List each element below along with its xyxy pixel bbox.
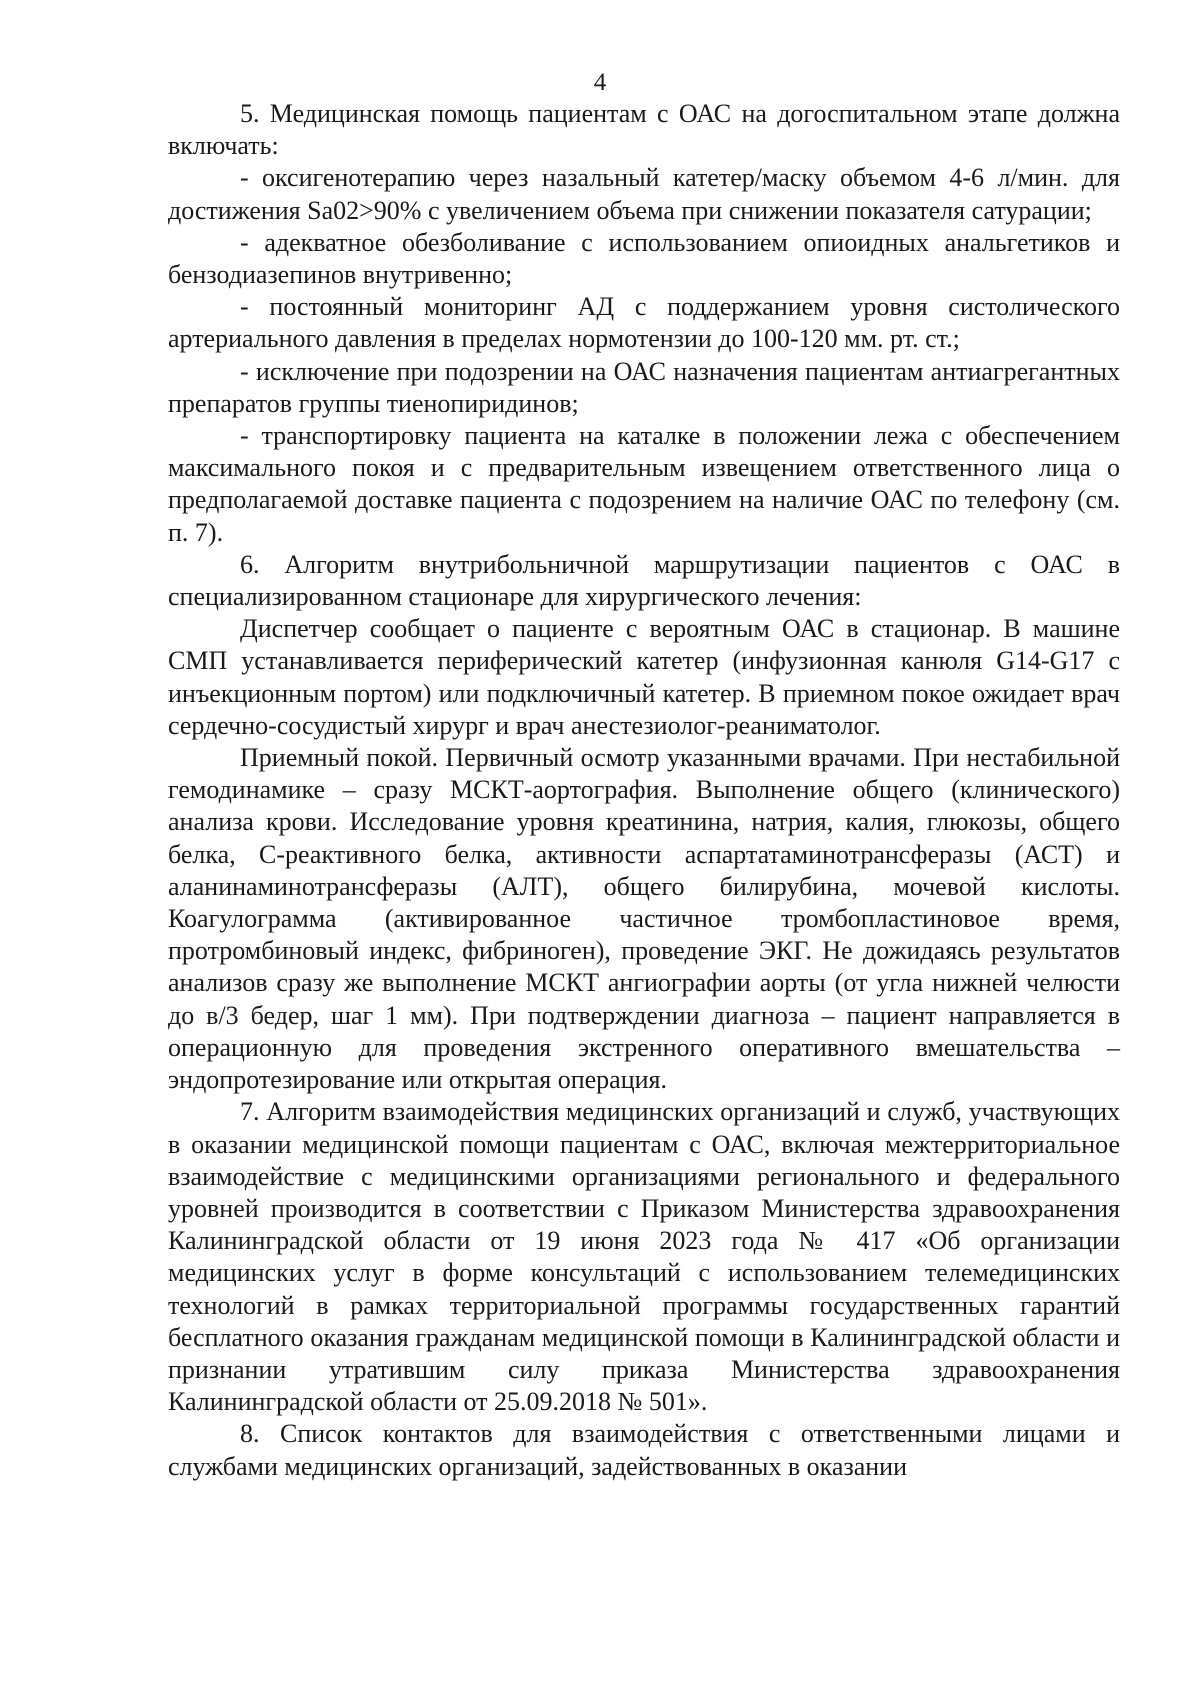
paragraph-6-admission: Приемный покой. Первичный осмотр указанными врачами. При нестабильной гемодинамике – сразу МСКТ-аортография. Выполнение общего (клинического) анализа крови. Исследование уровня креатинина, натрия, калия, глюкозы, общего белка, С-реактивного белка, активности аспартатаминотрансферазы (АСТ) и аланинаминотрансферазы (АЛТ), общего билирубина, мочевой кислоты. Коагулограмма (активированное частичное тромбопластиновое время, протромбиновый индекс, фибриноген), проведение ЭКГ. Не дожидаясь результатов анализов сразу же выполнение МСКТ ангиографии аорты (от угла нижней челюсти до в/3 бедер, шаг 1 мм). При подтверждении диагноза – пациент направляется в операционную для проведения экстренного оперативного вмешательства – эндопротезирование или открытая операция.: [168, 743, 1120, 1095]
paragraph-5: 5. Медицинская помощь пациентам с ОАС на догоспитальном этапе должна включать:: [168, 99, 1120, 161]
paragraph-5-item-oxygen: - оксигенотерапию через назальный катетер/маску объемом 4-6 л/мин. для достижения Sa02>90% с увеличением объема при снижении показателя сатурации;: [168, 163, 1120, 225]
paragraph-8: 8. Список контактов для взаимодействия с ответственными лицами и службами медицинских организаций, задействованных в оказании: [168, 1419, 1120, 1481]
paragraph-7: 7. Алгоритм взаимодействия медицинских организаций и служб, участвующих в оказании медицинской помощи пациентам с ОАС, включая межтерриториальное взаимодействие с медицинскими организациями регионального и федерального уровней производится в соответствии с Приказом Министерства здравоохранения Калининградской области от 19 июня 2023 года № 417 «Об организации медицинских услуг в форме консультаций с использованием телемедицинских технологий в рамках территориальной программы государственных гарантий бесплатного оказания гражданам медицинской помощи в Калининградской области и признании утратившим силу приказа Министерства здравоохранения Калининградской области от 25.09.2018 № 501».: [168, 1097, 1120, 1417]
paragraph-6: 6. Алгоритм внутрибольничной маршрутизации пациентов с ОАС в специализированном стационаре для хирургического лечения:: [168, 549, 1120, 612]
page-number: 4: [593, 69, 607, 96]
paragraph-5-item-transport: - транспортировку пациента на каталке в положении лежа с обеспечением максимального покоя и с предварительным извещением ответственного лица о предполагаемой доставке пациента с подозрением на наличие ОАС по телефону (см. п. 7).: [168, 421, 1120, 547]
paragraph-5-item-bp-monitoring: - постоянный мониторинг АД с поддержанием уровня систолического артериального давления в пределах нормотензии до 100-120 мм. рт. ст.;: [168, 292, 1120, 354]
paragraph-5-item-exclusion: - исключение при подозрении на ОАС назначения пациентам антиагрегантных препаратов группы тиенопиридинов;: [168, 356, 1120, 418]
paragraph-5-item-analgesia: - адекватное обезболивание с использованием опиоидных анальгетиков и бензодиазепинов внутривенно;: [168, 227, 1120, 290]
document-body: [168, 98, 1120, 1483]
paragraph-6-dispatcher: Диспетчер сообщает о пациенте с вероятным ОАС в стационар. В машине СМП устанавливается периферический катетер (инфузионная канюля G14-G17 с инъекционным портом) или подключичный катетер. В приемном покое ожидает врач сердечно-сосудистый хирург и врач анестезиолог-реаниматолог.: [168, 614, 1120, 740]
